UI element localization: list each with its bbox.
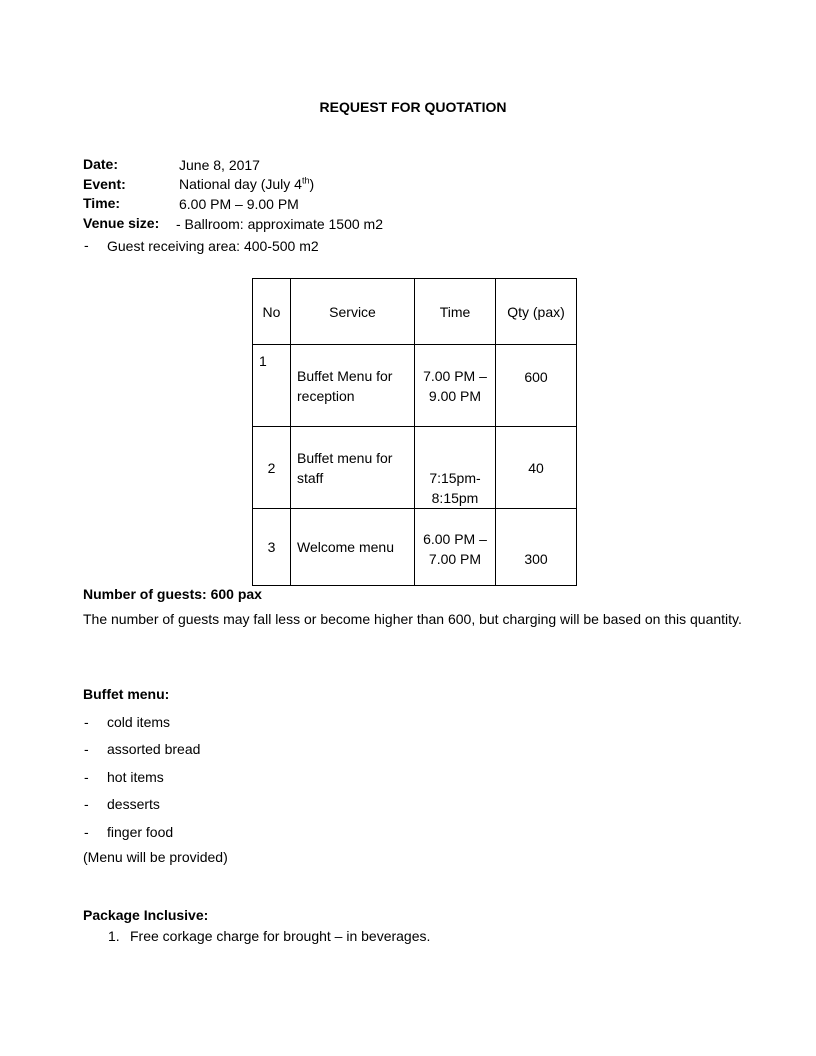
row-qty: 300 [496,509,577,586]
table-row [253,509,577,586]
event-value-sup: th [301,175,310,186]
buffet-dash: - [84,769,89,785]
service-table [252,278,577,586]
buffet-dash: - [84,824,89,840]
package-heading: Package Inclusive: [83,907,209,923]
table-header-row [253,279,577,345]
time-label: Time: [83,195,121,211]
list-item: hot items [107,769,164,785]
date-label: Date: [83,156,119,172]
header-qty: Qty (pax) [496,279,577,345]
date-value: June 8, 2017 [179,157,260,173]
buffet-dash: - [84,741,89,757]
row-service: Buffet Menu for reception [291,345,415,427]
guest-area-value: Guest receiving area: 400-500 m2 [107,238,319,254]
row-service: Buffet menu for staff [291,427,415,509]
list-item: desserts [107,796,160,812]
row-service: Welcome menu [291,509,415,586]
time-value: 6.00 PM – 9.00 PM [179,196,299,212]
row-no: 1 [253,345,291,427]
table-row [253,427,577,509]
buffet-dash: - [84,714,89,730]
event-value-close: ) [309,176,315,192]
guest-area-dash: - [84,237,89,253]
package-item-text: Free corkage charge for brought – in beverages. [130,928,431,944]
buffet-heading: Buffet menu: [83,686,170,702]
document-title: REQUEST FOR QUOTATION [319,99,507,115]
list-item: finger food [107,824,174,840]
event-value [179,176,314,192]
header-service: Service [291,279,415,345]
row-time: 7:15pm- 8:15pm [415,427,496,509]
list-item: assorted bread [107,741,201,757]
list-item: cold items [107,714,171,730]
buffet-dash: - [84,796,89,812]
venue-value: - Ballroom: approximate 1500 m2 [176,216,383,232]
row-qty: 40 [496,427,577,509]
row-time: 6.00 PM – 7.00 PM [415,509,496,586]
row-qty: 600 [496,345,577,427]
header-no: No [253,279,291,345]
event-label: Event: [83,176,126,192]
menu-note: (Menu will be provided) [83,849,228,865]
venue-label: Venue size: [83,215,160,231]
table-row [253,345,577,427]
package-item-number: 1. [108,928,120,944]
row-no: 3 [253,509,291,586]
event-value-main: National day (July 4 [179,176,302,192]
guests-heading: Number of guests: 600 pax [83,586,262,602]
guests-text: The number of guests may fall less or become higher than 600, but charging will be based on this quantity. [83,611,742,627]
row-time: 7.00 PM – 9.00 PM [415,345,496,427]
header-time: Time [415,279,496,345]
row-no: 2 [253,427,291,509]
